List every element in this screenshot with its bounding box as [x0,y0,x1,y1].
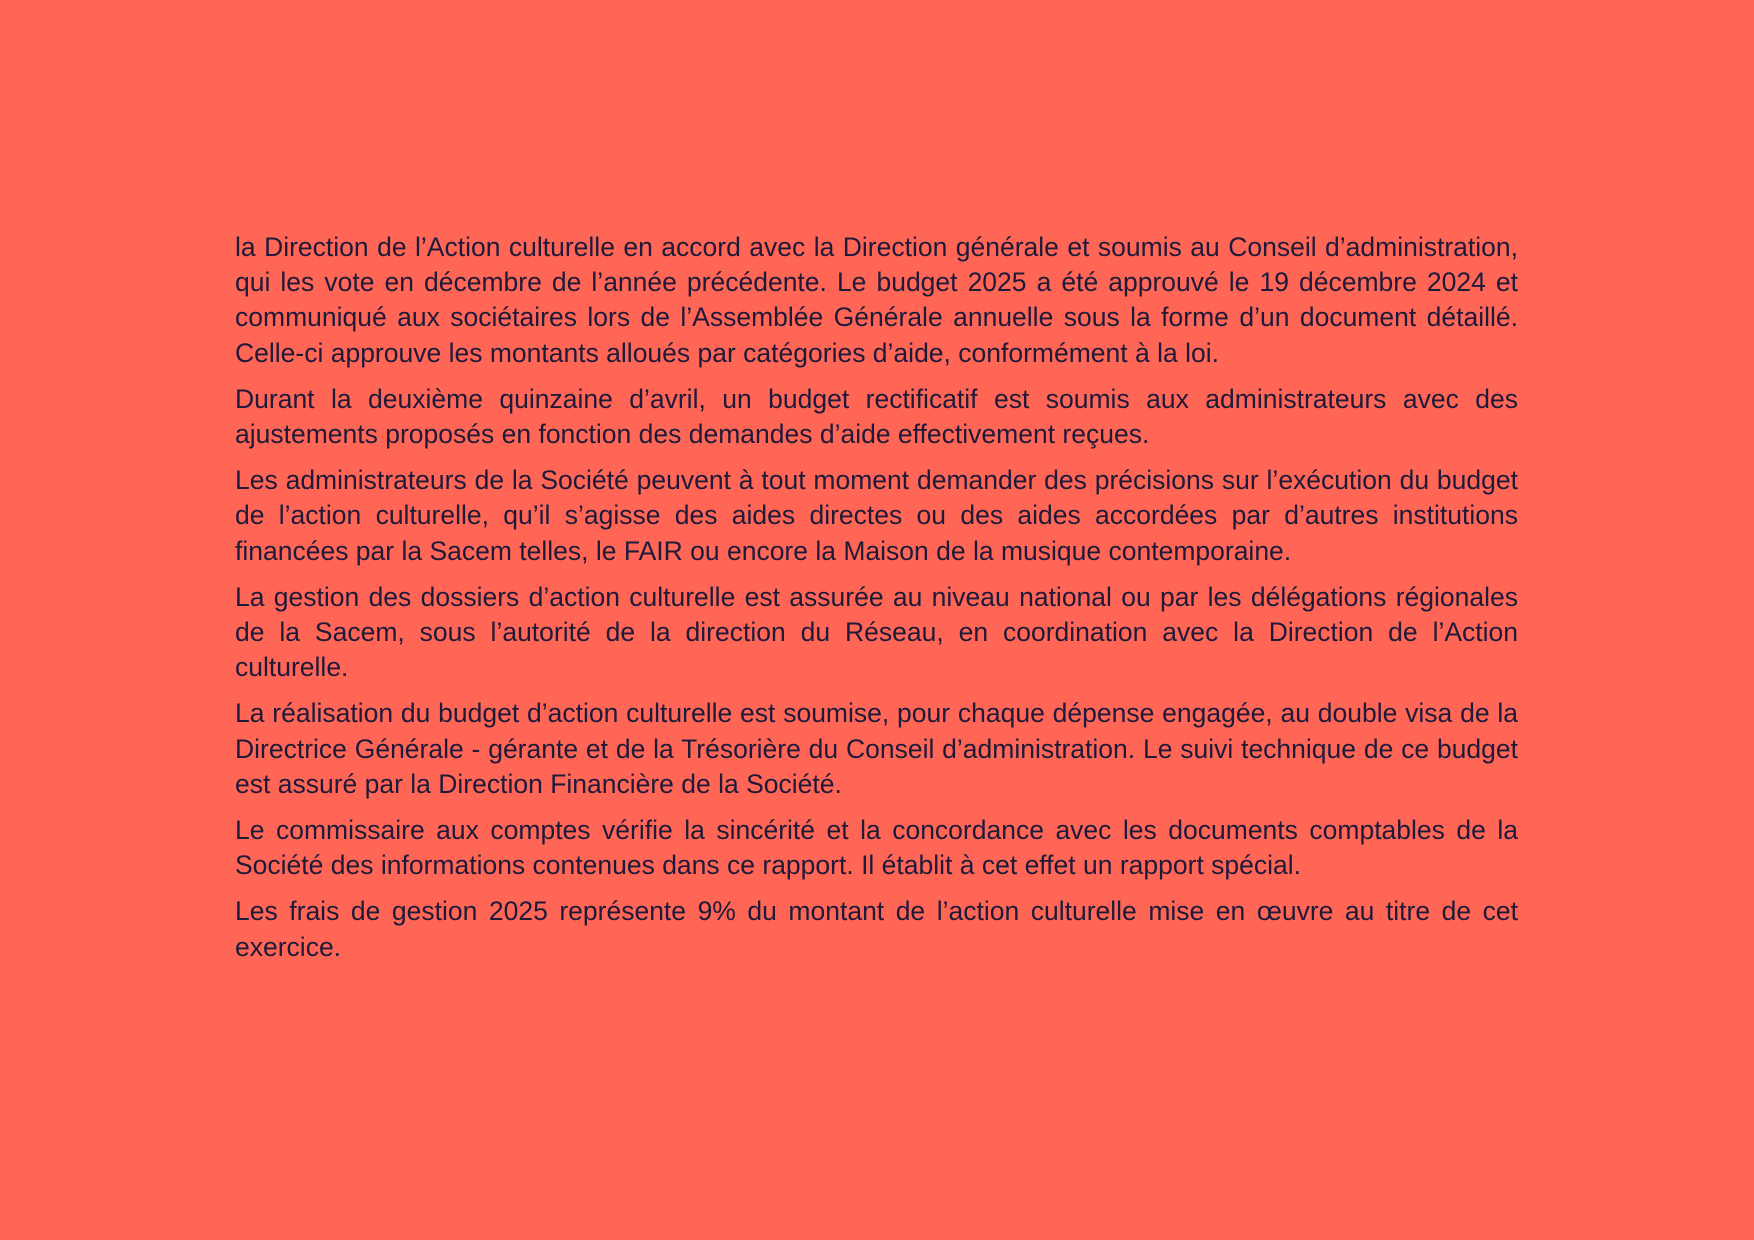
paragraph-4: La gestion des dossiers d’action culturelle est assurée au niveau national ou par les délégations régionales de la Sacem, sous l’autorité de la direction du Réseau, en coordination avec la Direction de l’Action culturelle. [235,581,1518,683]
paragraph-1: la Direction de l’Action culturelle en accord avec la Direction générale et soumis au Conseil d’administration, qui les vote en décembre de l’année précédente. Le budget 2025 a été approuvé le 19 décembre 2024 et communiqué aux sociétaires lors de l’Assemblée Générale annuelle sous la forme d’un document détaillé. Celle-ci approuve les montants alloués par catégories d’aide, conformément à la loi. [235,232,1518,368]
paragraph-5: La réalisation du budget d’action culturelle est soumise, pour chaque dépense engagée, au double visa de la Directrice Générale - gérante et de la Trésorière du Conseil d’administration. Le suivi technique de ce budget est assuré par la Direction Financière de la Société. [235,698,1518,799]
paragraph-7: Les frais de gestion 2025 représente 9% du montant de l’action culturelle mise en œuvre au titre de cet exercice. [235,896,1518,962]
paragraph-6: Le commissaire aux comptes vérifie la sincérité et la concordance avec les documents comptables de la Société des informations contenues dans ce rapport. Il établit à cet effet un rapport spécial. [235,815,1518,881]
paragraph-2: Durant la deuxième quinzaine d’avril, un budget rectificatif est soumis aux administrateurs avec des ajustements proposés en fonction des demandes d’aide effectivement reçues. [235,383,1518,450]
paragraph-3: Les administrateurs de la Société peuvent à tout moment demander des précisions sur l’exécution du budget de l’action culturelle, qu’il s’agisse des aides directes ou des aides accordées par d’autres institutions financées par la Sacem telles, le FAIR ou encore la Maison de la musique contemporaine. [235,465,1518,566]
body-text [235,230,1518,976]
